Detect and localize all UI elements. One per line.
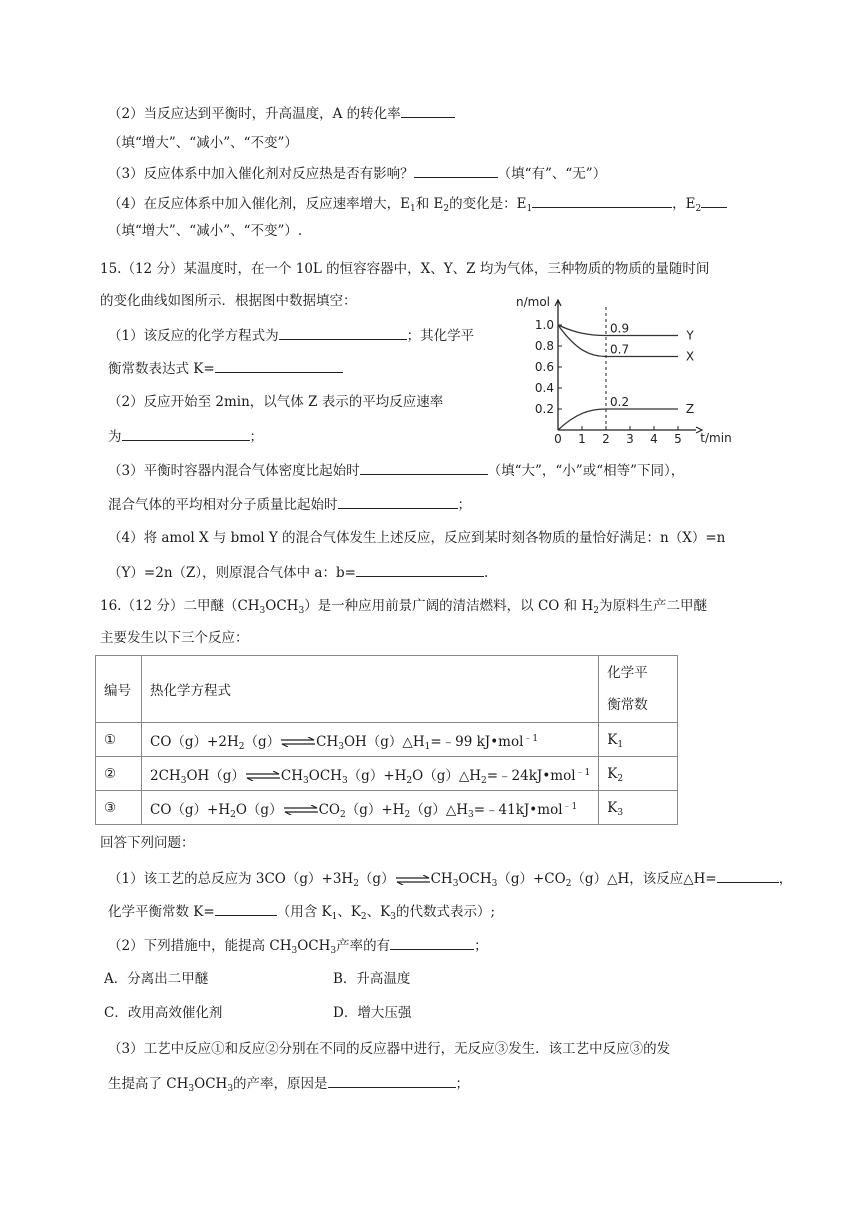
q15-part2: （2）反应开始至 2min，以气体 Z 表示的平均反应速率 bbox=[108, 394, 444, 410]
answer-blank[interactable] bbox=[360, 460, 488, 475]
q16-stem-2: 主要发生以下三个反应： bbox=[100, 630, 249, 646]
answer-blank[interactable] bbox=[414, 163, 498, 178]
series-name-x: X bbox=[685, 349, 695, 364]
answer-blank[interactable] bbox=[122, 426, 250, 441]
series-end-label-x: 0.7 bbox=[610, 342, 630, 357]
answer-blank[interactable] bbox=[338, 494, 458, 509]
x-tick-label: 1 bbox=[578, 432, 586, 446]
header-equation: 热化学方程式 bbox=[142, 656, 599, 723]
x-tick-label: 5 bbox=[674, 432, 682, 446]
y-tick-label: 0.4 bbox=[534, 381, 554, 395]
series-name-y: Y bbox=[686, 328, 694, 343]
q15-part4-b: （Y）=2n（Z），则原混合气体中 a：b= . bbox=[108, 562, 488, 583]
equation-2: $2CH_3OH(g)$ $CH_3OCH_3(g)+H_2O(g)\triangle H_2=﹣24kJ•mol^{﹣1}$ bbox=[142, 757, 599, 791]
answer-blank[interactable] bbox=[279, 325, 407, 340]
q15-part3: （3）平衡时容器内混合气体密度比起始时 （填“大”，“小”或“相等”下同）， bbox=[108, 460, 684, 481]
y-tick-label: 0.6 bbox=[534, 360, 554, 374]
x-tick-label: 3 bbox=[626, 432, 634, 446]
answer-blank[interactable] bbox=[328, 1073, 456, 1088]
amount-time-chart bbox=[508, 290, 748, 450]
q14-part2-hint: （填“增大”、“减小”、“不变”） bbox=[108, 135, 298, 151]
q16-part3-b: 生提高了 $CH_3OCH_3$的产率，原因是 ； bbox=[108, 1073, 469, 1094]
reaction-table bbox=[95, 655, 678, 825]
q16-part2: （2）下列措施中，能提高 $CH_3OCH_3$产率的有 ； bbox=[108, 935, 488, 956]
q14-part4-hint: （填“增大”、“减小”、“不变”）. bbox=[108, 223, 303, 239]
series-end-label-y: 0.9 bbox=[610, 321, 630, 336]
answer-blank[interactable] bbox=[401, 103, 455, 118]
answer-blank[interactable] bbox=[215, 901, 277, 916]
x-tick-label: 4 bbox=[650, 432, 658, 446]
q16-part1-k: 化学平衡常数 K= （用含 $K_1$、$K_2$、$K_3$的代数式表示）; bbox=[108, 901, 495, 922]
q14-part2: （2）当反应达到平衡时，升高温度，A 的转化率 bbox=[108, 103, 455, 124]
table-row: ② $2CH_3OH(g)$ $CH_3OCH_3(g)+H_2O(g)\triangle H_2=﹣24kJ•mol^{﹣1}$ $K_2$ bbox=[96, 757, 678, 791]
x-tick-label: 2 bbox=[602, 432, 610, 446]
equation-3: $CO(g)+H_2O(g)$ $CO_2(g)+H_2(g)\triangle H_3=﹣41kJ•mol^{﹣1}$ bbox=[142, 791, 599, 825]
option-c[interactable]: C．改用高效催化剂 bbox=[104, 1005, 223, 1021]
x-tick-label: 0 bbox=[554, 432, 562, 446]
series-curve-z bbox=[558, 409, 678, 430]
q16-stem: 16.（12 分）二甲醚$(CH_3OCH_3)$是一种应用前景广阔的清洁燃料，以 CO 和 $H_2$为原料生产二甲醚 bbox=[100, 598, 707, 616]
equilibrium-arrow-icon bbox=[395, 875, 431, 885]
q15-stem-2: 的变化曲线如图所示．根据图中数据填空： bbox=[100, 293, 357, 309]
q15-part3-b: 混合气体的平均相对分子质量比起始时 ； bbox=[108, 494, 471, 515]
y-tick-label: 0.8 bbox=[534, 339, 554, 353]
table-row: ③ $CO(g)+H_2O(g)$ $CO_2(g)+H_2(g)\triangle H_3=﹣41kJ•mol^{﹣1}$ $K_3$ bbox=[96, 791, 678, 825]
answer-blank[interactable] bbox=[215, 358, 343, 373]
q14-part3: （3）反应体系中加入催化剂对反应热是否有影响？ （填“有”、“无”） bbox=[108, 163, 606, 184]
answer-blank[interactable] bbox=[390, 935, 474, 950]
answer-intro: 回答下列问题： bbox=[100, 835, 195, 851]
q14-part4: （4）在反应体系中加入催化剂，反应速率增大，$E_1$和 $E_2$的变化是：$E_1$ ，$E_2$ bbox=[108, 193, 727, 214]
table-row: ① $CO(g)+2H_2(g)$ $CH_3OH(g)\triangle H_1=﹣99$ kJ•mol$^{﹣1}$ $K_1$ bbox=[96, 723, 678, 757]
y-tick-label: 1.0 bbox=[534, 318, 554, 332]
equilibrium-arrow-icon bbox=[280, 737, 316, 747]
answer-blank[interactable] bbox=[701, 193, 727, 208]
q15-part2-b: 为 ； bbox=[108, 426, 263, 447]
table-header-row bbox=[96, 656, 678, 723]
option-d[interactable]: D．增大压强 bbox=[333, 1005, 412, 1021]
equation-1: $CO(g)+2H_2(g)$ $CH_3OH(g)\triangle H_1=﹣99$ kJ•mol$^{﹣1}$ bbox=[142, 723, 599, 757]
q15-part1-k: 衡常数表达式 K= bbox=[108, 358, 343, 379]
y-axis-label: n/mol bbox=[515, 295, 550, 309]
answer-blank[interactable] bbox=[717, 868, 779, 883]
x-axis-label: t/min bbox=[700, 431, 732, 445]
header-k: 化学平 衡常数 bbox=[599, 656, 678, 723]
q16-part1: （1）该工艺的总反应为 $3CO(g)+3H_2(g)$ $CH_3OCH_3(g)+CO_2(g)\triangle H$，该反应△H= ， bbox=[108, 868, 792, 889]
option-a[interactable]: A．分离出二甲醚 bbox=[104, 971, 209, 987]
y-tick-label: 0.2 bbox=[534, 402, 554, 416]
equilibrium-arrow-icon bbox=[283, 805, 319, 815]
header-no: 编号 bbox=[96, 656, 142, 723]
series-end-label-z: 0.2 bbox=[610, 395, 630, 409]
q15-part1: （1）该反应的化学方程式为 ；其化学平 bbox=[108, 325, 474, 346]
answer-blank[interactable] bbox=[532, 193, 672, 208]
equilibrium-arrow-icon bbox=[245, 771, 281, 781]
series-name-z: Z bbox=[685, 402, 695, 416]
option-b[interactable]: B．升高温度 bbox=[333, 971, 411, 987]
q16-part3: （3）工艺中反应①和反应②分别在不同的反应器中进行，无反应③发生．该工艺中反应③的发 bbox=[108, 1041, 671, 1057]
q15-stem: 15.（12 分）某温度时，在一个 10L 的恒容容器中，X、Y、Z 均为气体，三种物质的物质的量随时间 bbox=[100, 261, 710, 277]
answer-blank[interactable] bbox=[356, 562, 484, 577]
q15-part4: （4）将 amol X 与 bmol Y 的混合气体发生上述反应，反应到某时刻各物质的量恰好满足：n（X）=n bbox=[108, 530, 726, 546]
